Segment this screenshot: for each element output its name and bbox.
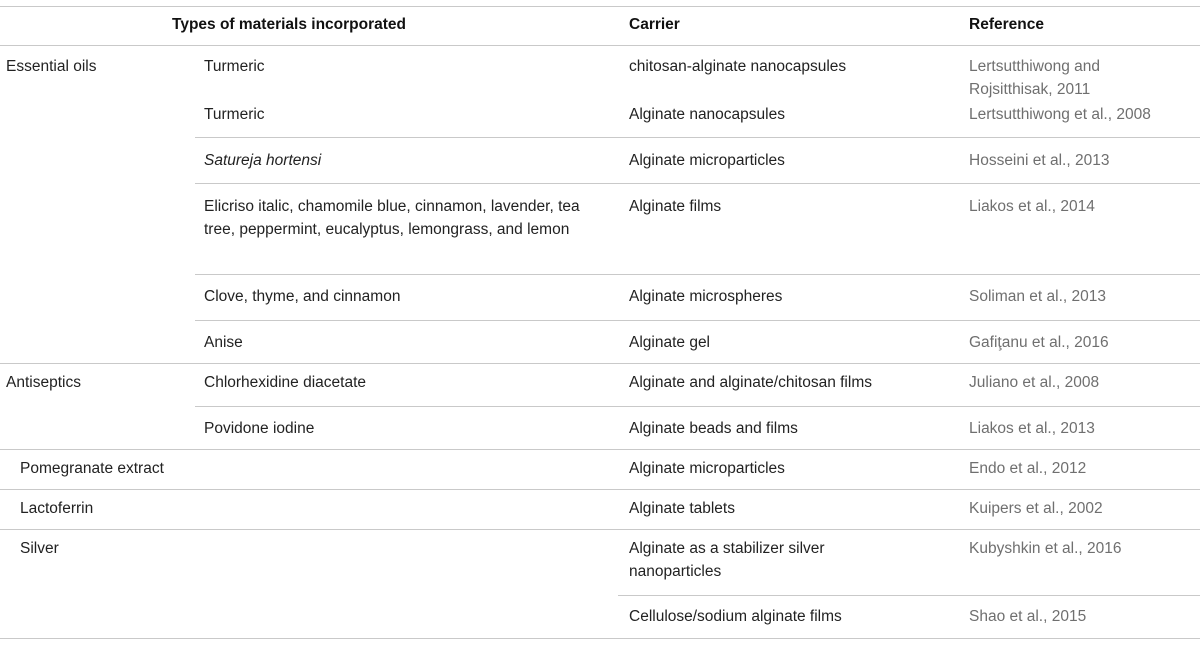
reference-cell: Shao et al., 2015	[969, 608, 1087, 625]
header-reference: Reference	[969, 16, 1044, 33]
group-label: Essential oils	[6, 58, 97, 75]
row-divider	[618, 595, 1200, 596]
reference-cell: Lertsutthiwong and Rojsitthisak, 2011	[969, 58, 1100, 98]
carrier-cell: Alginate and alginate/chitosan films	[629, 374, 872, 391]
carrier-cell: Alginate nanocapsules	[629, 106, 785, 123]
header-types: Types of materials incorporated	[172, 16, 406, 33]
reference-cell: Hosseini et al., 2013	[969, 152, 1110, 169]
table-bottom-rule	[0, 638, 1200, 639]
row-divider	[195, 320, 1200, 321]
carrier-cell: Alginate tablets	[629, 500, 735, 517]
reference-cell: Liakos et al., 2013	[969, 420, 1095, 437]
carrier-cell: Alginate films	[629, 198, 722, 215]
carrier-cell: Alginate microparticles	[629, 460, 785, 477]
row-divider	[195, 137, 1200, 138]
reference-cell: Endo et al., 2012	[969, 460, 1087, 477]
material-cell: Anise	[204, 334, 243, 351]
group-divider	[0, 529, 1200, 530]
carrier-cell: Cellulose/sodium alginate films	[629, 608, 842, 625]
carrier-cell: Alginate gel	[629, 334, 711, 351]
row-divider	[195, 183, 1200, 184]
material-cell: Turmeric	[204, 58, 265, 75]
material-cell: Chlorhexidine diacetate	[204, 374, 366, 391]
reference-cell: Soliman et al., 2013	[969, 288, 1107, 305]
carrier-cell: Alginate as a stabilizer silver nanoparticles	[629, 540, 825, 580]
material-cell: Clove, thyme, and cinnamon	[204, 288, 401, 305]
group-label: Silver	[20, 540, 59, 557]
reference-cell: Lertsutthiwong et al., 2008	[969, 106, 1151, 123]
material-cell: Satureja hortensi	[204, 152, 322, 169]
reference-cell: Kubyshkin et al., 2016	[969, 540, 1122, 557]
table-top-rule	[0, 6, 1200, 7]
material-cell: Turmeric	[204, 106, 265, 123]
row-divider	[195, 406, 1200, 407]
reference-cell: Kuipers et al., 2002	[969, 500, 1103, 517]
row-divider	[195, 274, 1200, 275]
header-rule	[0, 45, 1200, 46]
carrier-cell: Alginate beads and films	[629, 420, 798, 437]
group-divider	[0, 489, 1200, 490]
reference-cell: Liakos et al., 2014	[969, 198, 1095, 215]
group-divider	[0, 363, 1200, 364]
carrier-cell: chitosan-alginate nanocapsules	[629, 58, 847, 75]
material-cell: Elicriso italic, chamomile blue, cinnamon, lavender, tea tree, peppermint, eucalyptus, lemongrass, and lemon	[204, 198, 580, 238]
group-label: Lactoferrin	[20, 500, 94, 517]
group-label: Antiseptics	[6, 374, 81, 391]
reference-cell: Juliano et al., 2008	[969, 374, 1100, 391]
reference-cell: Gafiţanu et al., 2016	[969, 334, 1109, 351]
group-label: Pomegranate extract	[20, 460, 164, 477]
material-cell: Povidone iodine	[204, 420, 315, 437]
carrier-cell: Alginate microspheres	[629, 288, 783, 305]
carrier-cell: Alginate microparticles	[629, 152, 785, 169]
group-divider	[0, 449, 1200, 450]
header-carrier: Carrier	[629, 16, 680, 33]
